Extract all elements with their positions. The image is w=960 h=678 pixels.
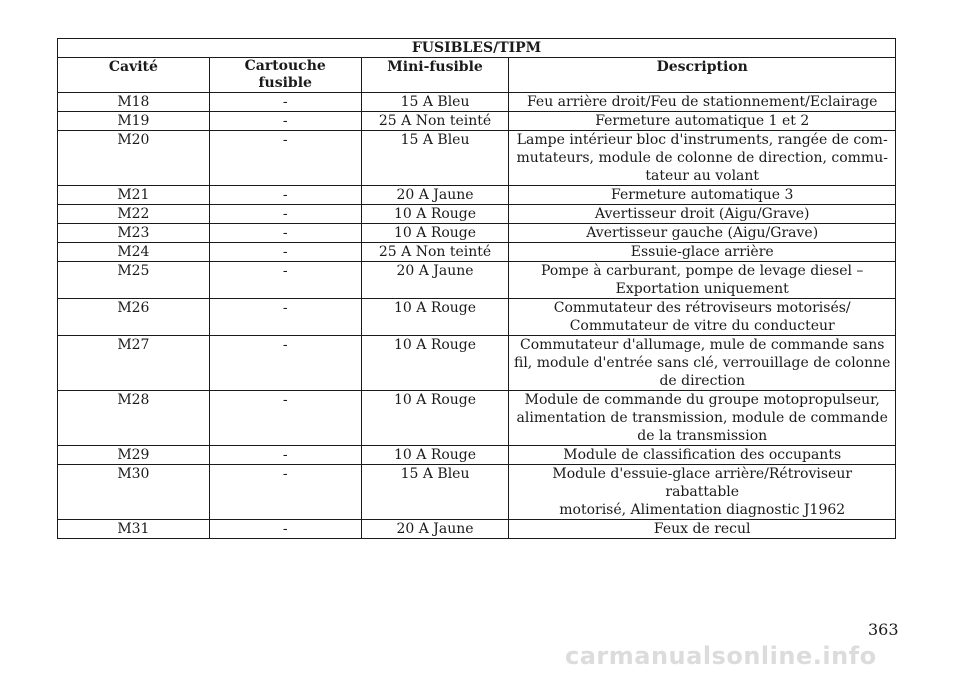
cell-cavite: M18 xyxy=(58,93,210,112)
cell-mini-fusible: 20 A Jaune xyxy=(361,186,509,205)
cell-description: Essuie-glace arrière xyxy=(509,243,896,262)
cell-cavite: M26 xyxy=(58,299,210,336)
table-row xyxy=(58,186,896,205)
cell-description: Feu arrière droit/Feu de stationnement/Eclairage xyxy=(509,93,896,112)
header-cartouche-text: Cartouche fusible xyxy=(244,58,326,91)
cell-description: Feux de recul xyxy=(509,520,896,539)
cell-description: Avertisseur droit (Aigu/Grave) xyxy=(509,205,896,224)
cell-description: Fermeture automatique 1 et 2 xyxy=(509,112,896,131)
watermark: carmanualsonline.info xyxy=(565,642,877,670)
cell-cavite: M24 xyxy=(58,243,210,262)
cell-cartouche: - xyxy=(209,391,361,446)
cell-cavite: M22 xyxy=(58,205,210,224)
table-row xyxy=(58,224,896,243)
cell-cartouche: - xyxy=(209,446,361,465)
table-row xyxy=(58,93,896,112)
header-description: Description xyxy=(509,58,896,93)
cell-cavite: M29 xyxy=(58,446,210,465)
cell-mini-fusible: 10 A Rouge xyxy=(361,391,509,446)
cell-cartouche: - xyxy=(209,520,361,539)
cell-cavite: M28 xyxy=(58,391,210,446)
cell-mini-fusible: 20 A Jaune xyxy=(361,520,509,539)
cell-cavite: M27 xyxy=(58,336,210,391)
table-title-row xyxy=(58,39,896,58)
cell-cartouche: - xyxy=(209,299,361,336)
header-cavite: Cavité xyxy=(58,58,210,93)
cell-mini-fusible: 10 A Rouge xyxy=(361,299,509,336)
cell-cartouche: - xyxy=(209,336,361,391)
cell-cartouche: - xyxy=(209,186,361,205)
cell-cartouche: - xyxy=(209,131,361,186)
cell-cartouche: - xyxy=(209,224,361,243)
cell-mini-fusible: 10 A Rouge xyxy=(361,205,509,224)
cell-cartouche: - xyxy=(209,465,361,520)
cell-mini-fusible: 20 A Jaune xyxy=(361,262,509,299)
table-row xyxy=(58,391,896,446)
cell-description: Avertisseur gauche (Aigu/Grave) xyxy=(509,224,896,243)
cell-description: Module de commande du groupe motopropulseur, alimentation de transmission, module de commande de la transmission xyxy=(509,391,896,446)
table-body xyxy=(58,93,896,539)
page-number: 363 xyxy=(868,620,899,639)
cell-cavite: M23 xyxy=(58,224,210,243)
cell-cavite: M30 xyxy=(58,465,210,520)
cell-cavite: M21 xyxy=(58,186,210,205)
cell-description: Module de classification des occupants xyxy=(509,446,896,465)
cell-description: Commutateur d'allumage, mule de commande sans fil, module d'entrée sans clé, verrouillage de colonne de direction xyxy=(509,336,896,391)
cell-cavite: M31 xyxy=(58,520,210,539)
cell-cartouche: - xyxy=(209,243,361,262)
table-title: FUSIBLES/TIPM xyxy=(58,39,896,58)
cell-cartouche: - xyxy=(209,112,361,131)
table-row xyxy=(58,520,896,539)
cell-description: Pompe à carburant, pompe de levage diesel – Exportation uniquement xyxy=(509,262,896,299)
cell-cavite: M19 xyxy=(58,112,210,131)
table-row xyxy=(58,262,896,299)
fuse-table xyxy=(57,38,896,539)
cell-description: Module d'essuie-glace arrière/Rétroviseur rabattable motorisé, Alimentation diagnostic J1962 xyxy=(509,465,896,520)
table-row xyxy=(58,336,896,391)
cell-cavite: M25 xyxy=(58,262,210,299)
cell-cartouche: - xyxy=(209,205,361,224)
cell-mini-fusible: 10 A Rouge xyxy=(361,446,509,465)
cell-description: Fermeture automatique 3 xyxy=(509,186,896,205)
cell-cavite: M20 xyxy=(58,131,210,186)
cell-mini-fusible: 10 A Rouge xyxy=(361,336,509,391)
cell-mini-fusible: 25 A Non teinté xyxy=(361,243,509,262)
cell-mini-fusible: 15 A Bleu xyxy=(361,465,509,520)
table-row xyxy=(58,465,896,520)
cell-mini-fusible: 10 A Rouge xyxy=(361,224,509,243)
cell-cartouche: - xyxy=(209,262,361,299)
cell-cartouche: - xyxy=(209,93,361,112)
table-row xyxy=(58,243,896,262)
header-cartouche xyxy=(209,58,361,93)
table-row xyxy=(58,446,896,465)
table-row xyxy=(58,131,896,186)
cell-mini-fusible: 15 A Bleu xyxy=(361,93,509,112)
table-row xyxy=(58,205,896,224)
cell-description: Lampe intérieur bloc d'instruments, rangée de com- mutateurs, module de colonne de direction, commu- tateur au volant xyxy=(509,131,896,186)
cell-description: Commutateur des rétroviseurs motorisés/ Commutateur de vitre du conducteur xyxy=(509,299,896,336)
cell-mini-fusible: 15 A Bleu xyxy=(361,131,509,186)
cell-mini-fusible: 25 A Non teinté xyxy=(361,112,509,131)
table-row xyxy=(58,299,896,336)
table-header-row xyxy=(58,58,896,93)
table-row xyxy=(58,112,896,131)
header-mini-fusible: Mini-fusible xyxy=(361,58,509,93)
